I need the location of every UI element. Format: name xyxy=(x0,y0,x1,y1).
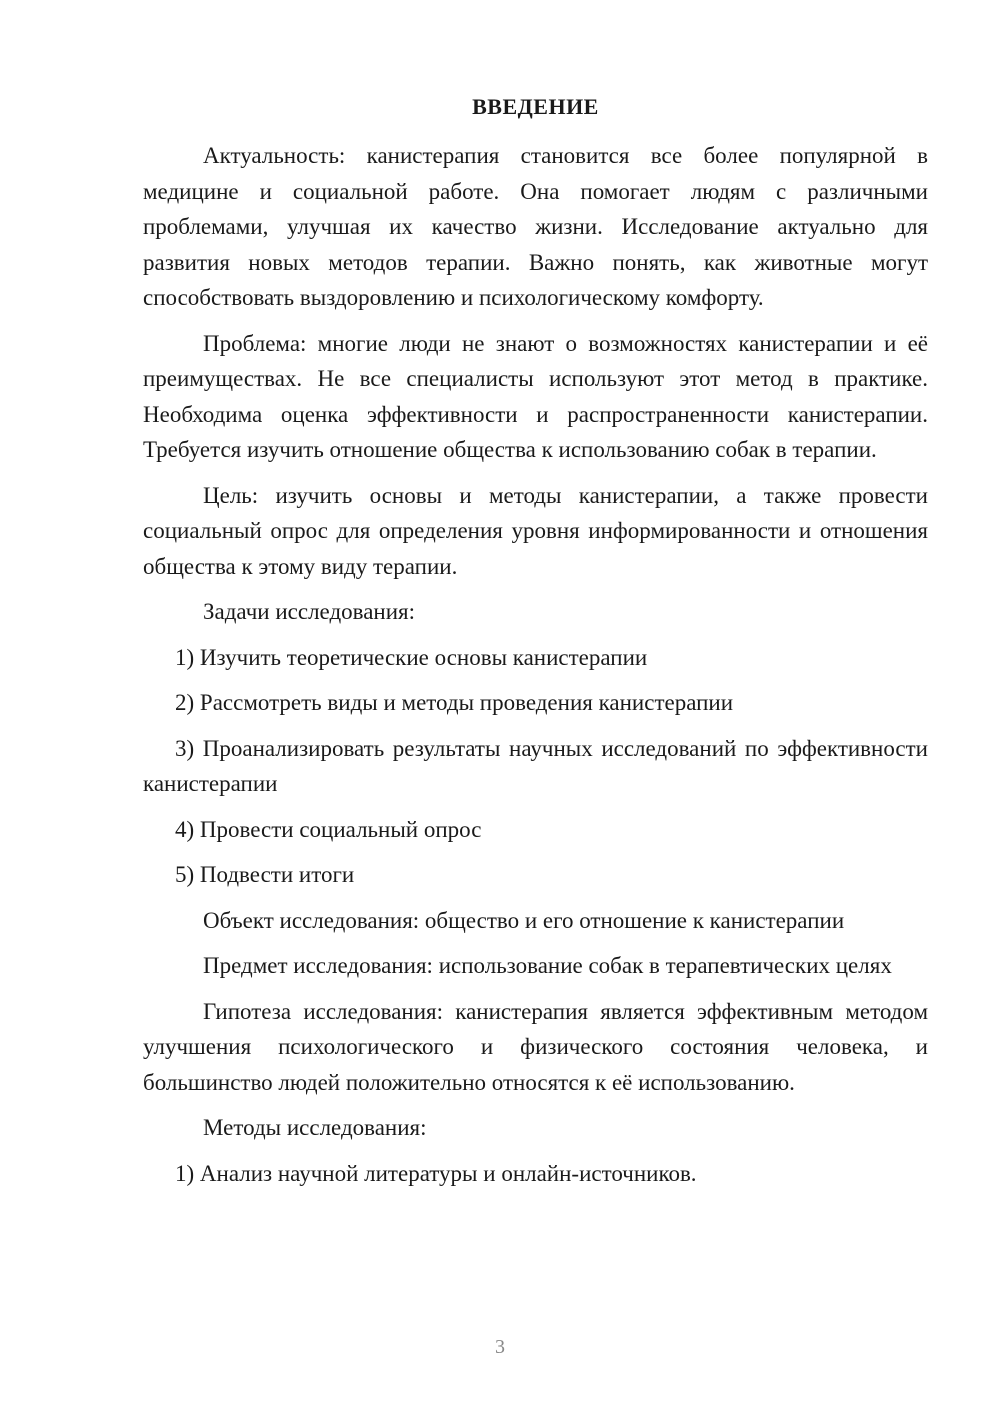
paragraph-object: Объект исследования: общество и его отношение к канистерапии xyxy=(203,907,845,933)
list-item-task-4: 4) Провести социальный опрос xyxy=(175,816,482,842)
paragraph-hypothesis: Гипотеза исследования: канистерапия является эффективным методом улучшения психологического и физического состояния человека, и большинство людей положительно относятся к её использованию. xyxy=(143,998,928,1095)
section-title: ВВЕДЕНИЕ xyxy=(472,94,599,119)
tasks-heading: Задачи исследования: xyxy=(203,599,416,624)
list-item-task-5: 5) Подвести итоги xyxy=(175,862,355,887)
paragraph-subject: Предмет исследования: использование собак в терапевтических целях xyxy=(203,953,892,978)
paragraph-problem: Проблема: многие люди не знают о возможностях канистерапии и её преимуществах. Не все специалисты используют этот метод в практике. Необходима оценка эффективности и распространенности канистерапии. Требуется изучить отношение общества к использованию собак в терапии. xyxy=(143,330,928,462)
methods-heading: Методы исследования: xyxy=(203,1115,427,1140)
paragraph-relevance: Актуальность: канистерапия становится все более популярной в медицине и социальной работе. Она помогает людям с различными проблемами, улучшая их качество жизни. Исследование актуально для развития новых методов терапии. Важно понять, как животные могут способствовать выздоровлению и психологическому комфорту. xyxy=(143,143,928,310)
page-number: 3 xyxy=(495,1336,505,1358)
list-item-method-1: 1) Анализ научной литературы и онлайн-источников. xyxy=(175,1160,697,1186)
document-body xyxy=(143,94,928,1201)
list-item-task-2: 2) Рассмотреть виды и методы проведения канистерапии xyxy=(175,690,734,715)
list-item-task-1: 1) Изучить теоретические основы канистерапии xyxy=(175,644,648,670)
list-item-task-3: 3) Проанализировать результаты научных исследований по эффективности канистерапии xyxy=(143,735,928,796)
paragraph-goal: Цель: изучить основы и методы канистерапии, а также провести социальный опрос для определения уровня информированности и отношения общества к этому виду терапии. xyxy=(143,482,928,579)
